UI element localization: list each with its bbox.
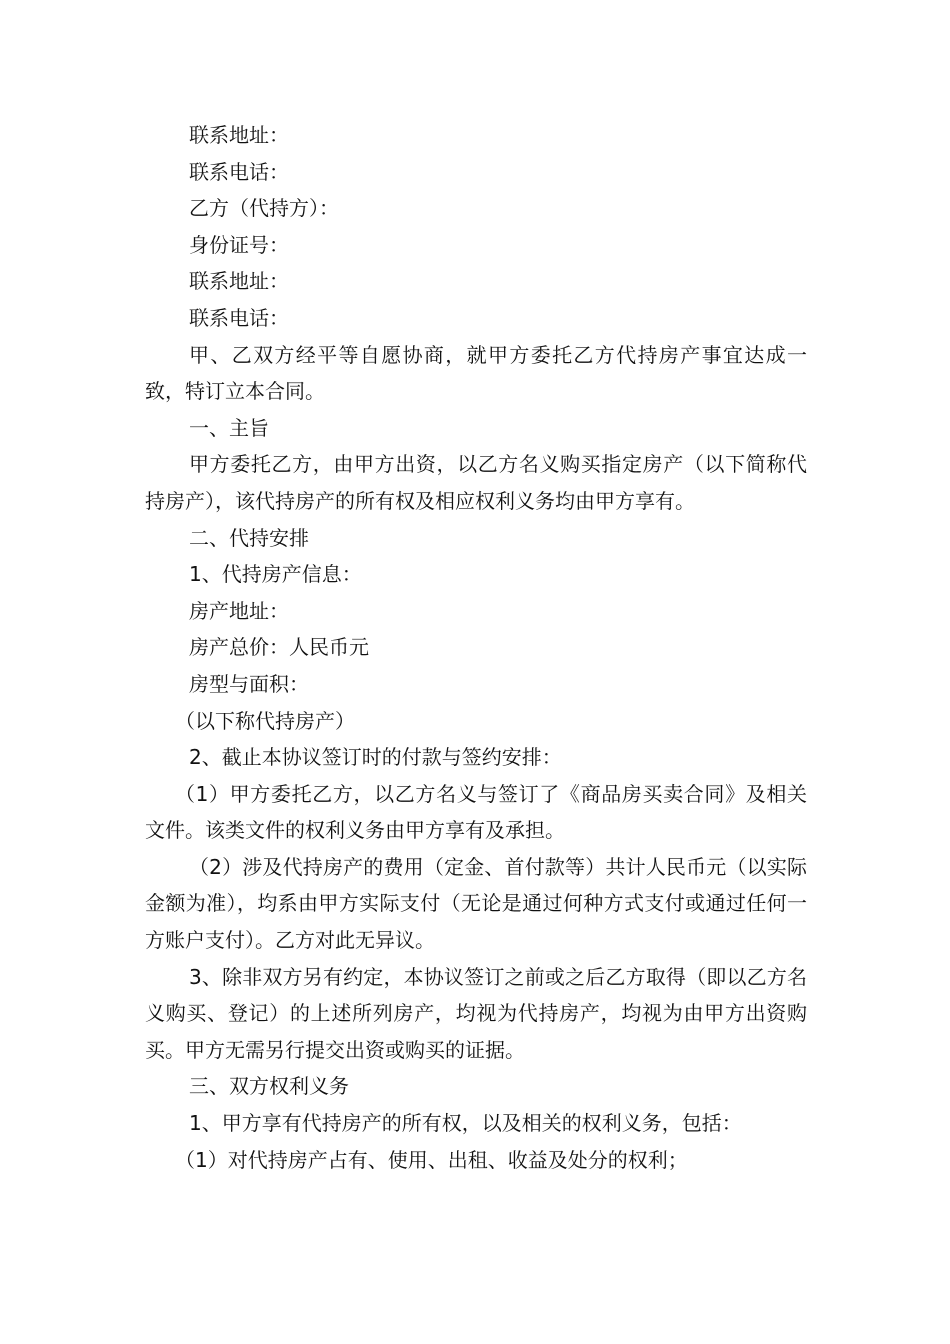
contact-address-line: 联系地址： — [189, 123, 289, 147]
party-b-line: 乙方（代持方）： — [189, 196, 339, 221]
clause-2-2-paragraph: （2）涉及代持房产的费用（定金、首付款等）共计人民币元（以实际金额为准），均系由甲方实际支付（无论是通过何种方式支付或通过任何一方账户支付）。乙方对此无异议。 — [145, 854, 807, 953]
party-b-phone-line: 联系电话： — [189, 305, 289, 330]
section-heading-arrangement: 二、代持安排 — [189, 525, 309, 550]
property-address-line: 房产地址： — [189, 598, 289, 623]
property-info-heading: 1、代持房产信息： — [189, 562, 362, 587]
document-body — [145, 117, 807, 1178]
property-type-area-line: 房型与面积： — [189, 671, 309, 696]
section-heading-rights: 三、双方权利义务 — [189, 1074, 349, 1099]
payment-arrangement-heading: 2、截止本协议签订时的付款与签约安排： — [189, 745, 562, 770]
party-b-address-line: 联系地址： — [189, 269, 289, 294]
clause-3-paragraph: 3、除非双方另有约定，本协议签订之前或之后乙方取得（即以乙方名义购买、登记）的上述所列房产，均视为代持房产，均视为由甲方出资购买。甲方无需另行提交出资或购买的证据。 — [145, 964, 807, 1062]
property-price-line: 房产总价：人民币元 — [189, 635, 369, 660]
rights-clause-1-line: 1、甲方享有代持房产的所有权，以及相关的权利义务，包括： — [189, 1111, 742, 1136]
rights-clause-1-1-line: （1）对代持房产占有、使用、出租、收益及处分的权利； — [175, 1147, 688, 1172]
section-heading-purpose: 一、主旨 — [189, 415, 269, 440]
property-alias-line: （以下称代持房产） — [175, 708, 355, 733]
preamble-paragraph: 甲、乙双方经平等自愿协商，就甲方委托乙方代持房产事宜达成一致，特订立本合同。 — [145, 342, 807, 404]
contact-phone-line: 联系电话： — [189, 159, 289, 184]
clause-2-1-paragraph: （1）甲方委托乙方，以乙方名义与签订了《商品房买卖合同》及相关文件。该类文件的权利义务由甲方享有及承担。 — [145, 781, 807, 843]
id-number-line: 身份证号： — [189, 232, 289, 257]
purpose-paragraph: 甲方委托乙方，由甲方出资，以乙方名义购买指定房产（以下简称代持房产），该代持房产的所有权及相应权利义务均由甲方享有。 — [145, 452, 807, 513]
